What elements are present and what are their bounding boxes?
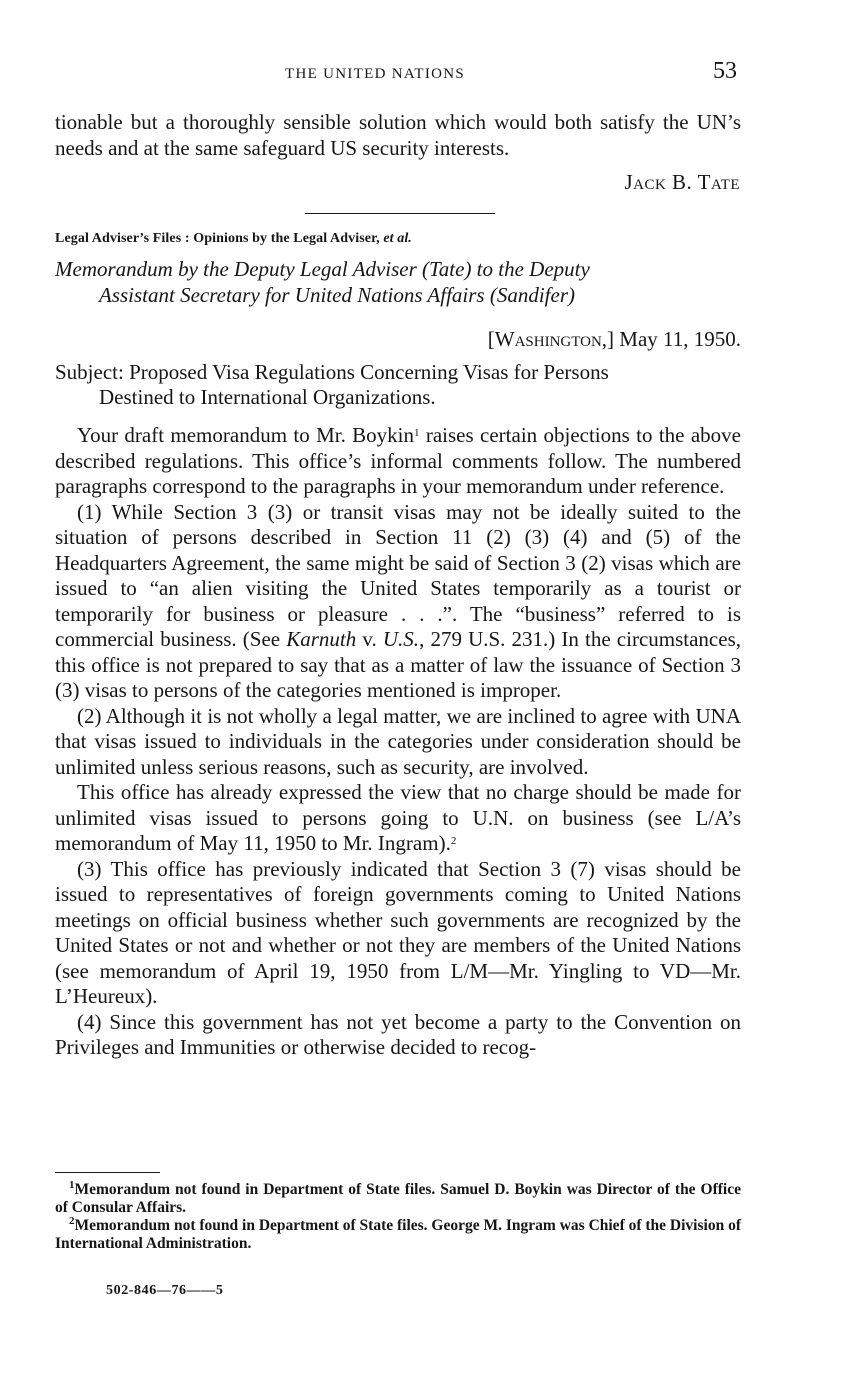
- footnote-1: [55, 1181, 741, 1217]
- footnote-2-text: Memorandum not found in Department of State files. George M. Ingram was Chief of the Division of International Administration.: [55, 1217, 741, 1252]
- section-divider: [305, 213, 495, 214]
- memorandum-body: [55, 423, 741, 1061]
- file-source-text: Legal Adviser’s Files : Opinions by the Legal Adviser,: [55, 231, 384, 246]
- body-paragraph-2: (2) Although it is not wholly a legal matter, we are inclined to agree with UNA that visas issued to individuals in the categories under consideration should be unlimited unless serious reasons, such as security, are involved.: [55, 703, 741, 779]
- para-1-text-a: (1) While Section 3 (3) or transit visas may not be ideally suited to the situation of persons described in Section 11 (2) (3) (4) and (5) of the Headquarters Agreement, the same might be said of Section 3 (2) visas which are issued to “an alien visiting the United States temporarily as a tourist or temporarily for business or pleasure . . .”. The “business” referred to is commercial business. (See: [55, 499, 741, 651]
- body-paragraph-3: (3) This office has previously indicated that Section 3 (7) visas should be issued to representatives of foreign governments coming to United Nations meetings on official business whether such governments are recognized by the United States or not and whether or not they are members of the United Nations (see memorandum of April 19, 1950 from L/M—Mr. Yingling to VD—Mr. L’Heureux).: [55, 856, 741, 1008]
- signature: Jack B. Tate: [624, 170, 740, 194]
- footnote-2-mark: 2: [69, 1215, 75, 1227]
- subject-line-1: Subject: Proposed Visa Regulations Concerning Visas for Persons: [55, 360, 609, 384]
- dateline: [300, 327, 741, 352]
- body-paragraph-4: (4) Since this government has not yet become a party to the Convention on Privileges and Immunities or otherwise decided to recog-: [55, 1009, 741, 1059]
- case-name: Karnuth: [286, 627, 357, 651]
- document-title: [55, 256, 741, 308]
- para-2b-text: This office has already expressed the view that no charge should be made for unlimited visas issued to persons going to U.N. on business (see L/A’s memorandum of May 11, 1950 to Mr. Ingram).: [55, 780, 741, 855]
- intro-text-a: Your draft memorandum to Mr. Boykin: [77, 423, 415, 447]
- file-source: [55, 231, 412, 247]
- footnotes: [55, 1181, 741, 1253]
- subject-line-2: Destined to International Organizations.: [99, 385, 436, 409]
- continuation-paragraph: tionable but a thoroughly sensible solution which would both satisfy the UN’s needs and at the same safeguard US security interests.: [55, 110, 741, 160]
- footnote-1-text: Memorandum not found in Department of State files. Samuel D. Boykin was Director of the Office of Consular Affairs.: [55, 1181, 741, 1216]
- body-paragraph-intro: [55, 423, 741, 500]
- footnote-2: [55, 1217, 741, 1253]
- running-head: THE UNITED NATIONS: [285, 66, 466, 82]
- case-versus: v.: [356, 627, 383, 651]
- footnote-divider: [55, 1172, 160, 1173]
- intro-text-b: raises certain objections to the above described regulations. This office’s informal comments follow. The numbered paragraphs correspond to the paragraphs in your memorandum under reference.: [55, 423, 741, 498]
- print-code: 502-846—76——5: [106, 1283, 224, 1298]
- dateline-place: [Washington,]: [487, 327, 615, 351]
- page-number: 53: [713, 58, 737, 84]
- file-source-etal: et al.: [383, 231, 412, 246]
- case-party: U.S.: [382, 627, 420, 651]
- footnote-1-mark: 1: [69, 1179, 75, 1191]
- footnote-ref-2: 2: [450, 835, 457, 847]
- footnote-ref-1: 1: [414, 427, 420, 439]
- document-title-line-2: Assistant Secretary for United Nations Affairs (Sandifer): [99, 283, 575, 307]
- document-title-line-1: Memorandum by the Deputy Legal Adviser (Tate) to the Deputy: [55, 257, 590, 281]
- dateline-date: May 11, 1950.: [619, 327, 741, 351]
- para-1-text-b: , 279 U.S. 231.) In the circumstances, this office is not prepared to say that as a matter of law the issuance of Section 3 (3) visas to persons of the categories mentioned is improper.: [55, 627, 741, 702]
- body-paragraph-1: [55, 500, 741, 704]
- body-paragraph-2b: [55, 780, 741, 857]
- subject-line: [55, 360, 741, 410]
